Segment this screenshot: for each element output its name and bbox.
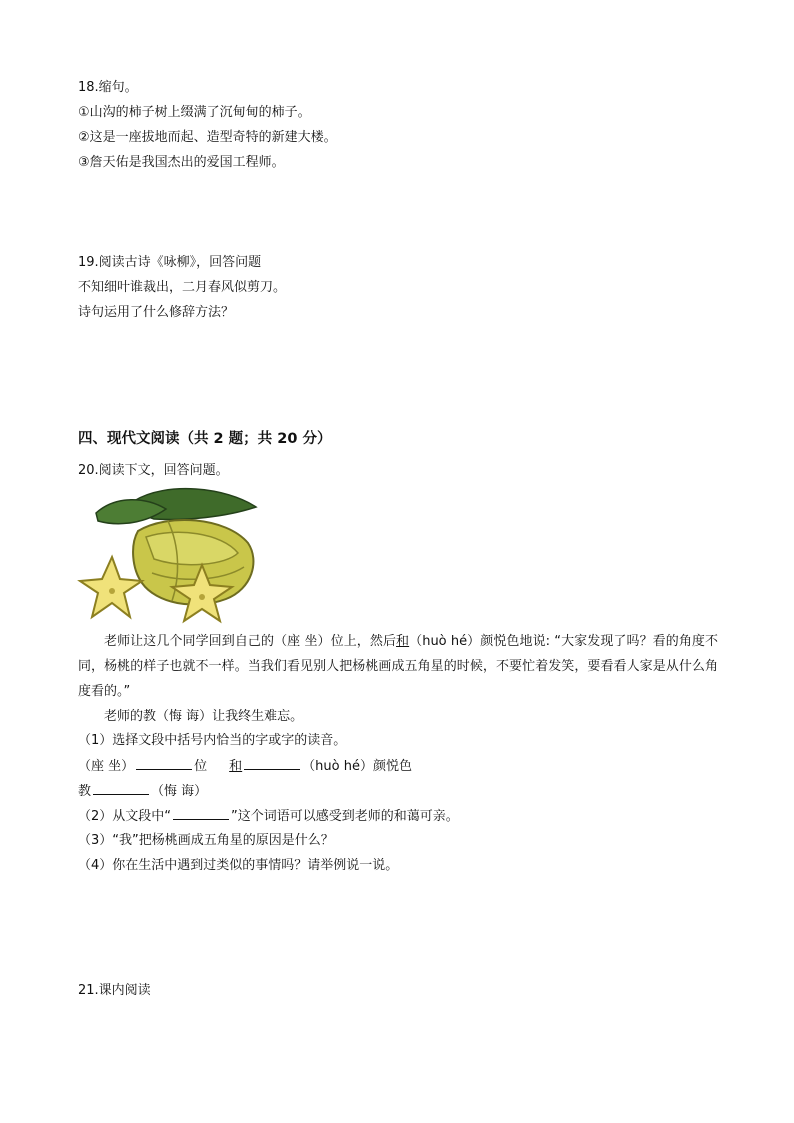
q20-answer-line-1: （座 坐） 位 和 （huò hé）颜悦色 bbox=[78, 759, 412, 774]
answer-blank-b[interactable] bbox=[244, 757, 300, 770]
q20-sub3: （3）“我”把杨桃画成五角星的原因是什么？ bbox=[78, 833, 334, 848]
q20-sub1: （1）选择文段中括号内恰当的字或字的读音。 bbox=[78, 733, 347, 748]
q18-title: 18.缩句。 bbox=[78, 80, 138, 95]
answer-blank-c[interactable] bbox=[93, 782, 149, 795]
q20-sub2: （2）从文段中“ ”这个词语可以感受到老师的和蔼可亲。 bbox=[78, 809, 459, 824]
starfruit-illustration bbox=[76, 487, 264, 625]
q20-sub4: （4）你在生活中遇到过类似的事情吗？请举例说一说。 bbox=[78, 858, 399, 873]
q20-title: 20.阅读下文，回答问题。 bbox=[78, 463, 229, 478]
q20-answer-line-2: 教 （悔 诲） bbox=[78, 784, 208, 799]
q19-poem: 不知细叶谁裁出，二月春风似剪刀。 bbox=[78, 280, 287, 295]
q18-item-1: ①山沟的柿子树上缀满了沉甸甸的柿子。 bbox=[78, 105, 311, 120]
q18-item-3: ③詹天佑是我国杰出的爱国工程师。 bbox=[78, 155, 285, 170]
q21-title: 21.课内阅读 bbox=[78, 983, 151, 998]
reading-passage bbox=[78, 629, 718, 729]
passage-paragraph-2: 老师的教（悔 诲）让我终生难忘。 bbox=[104, 709, 304, 724]
answer-blank-d[interactable] bbox=[173, 807, 229, 820]
section-heading: 四、现代文阅读（共 2 题；共 20 分） bbox=[78, 431, 332, 447]
answer-blank-a[interactable] bbox=[136, 757, 192, 770]
q19-title: 19.阅读古诗《咏柳》，回答问题 bbox=[78, 255, 262, 270]
q18-item-2: ②这是一座拔地而起、造型奇特的新建大楼。 bbox=[78, 130, 337, 145]
passage-paragraph-1: 老师让这几个同学回到自己的（座 坐）位上，然后和（huò hé）颜悦色地说: “大家发现了吗？看的角度不同，杨桃的样子也就不一样。当我们看见别人把杨桃画成五角星的时候，不要忙着发笑，要看看人家是从什么角度看的。” bbox=[78, 634, 718, 699]
q19-question: 诗句运用了什么修辞方法？ bbox=[78, 305, 235, 320]
